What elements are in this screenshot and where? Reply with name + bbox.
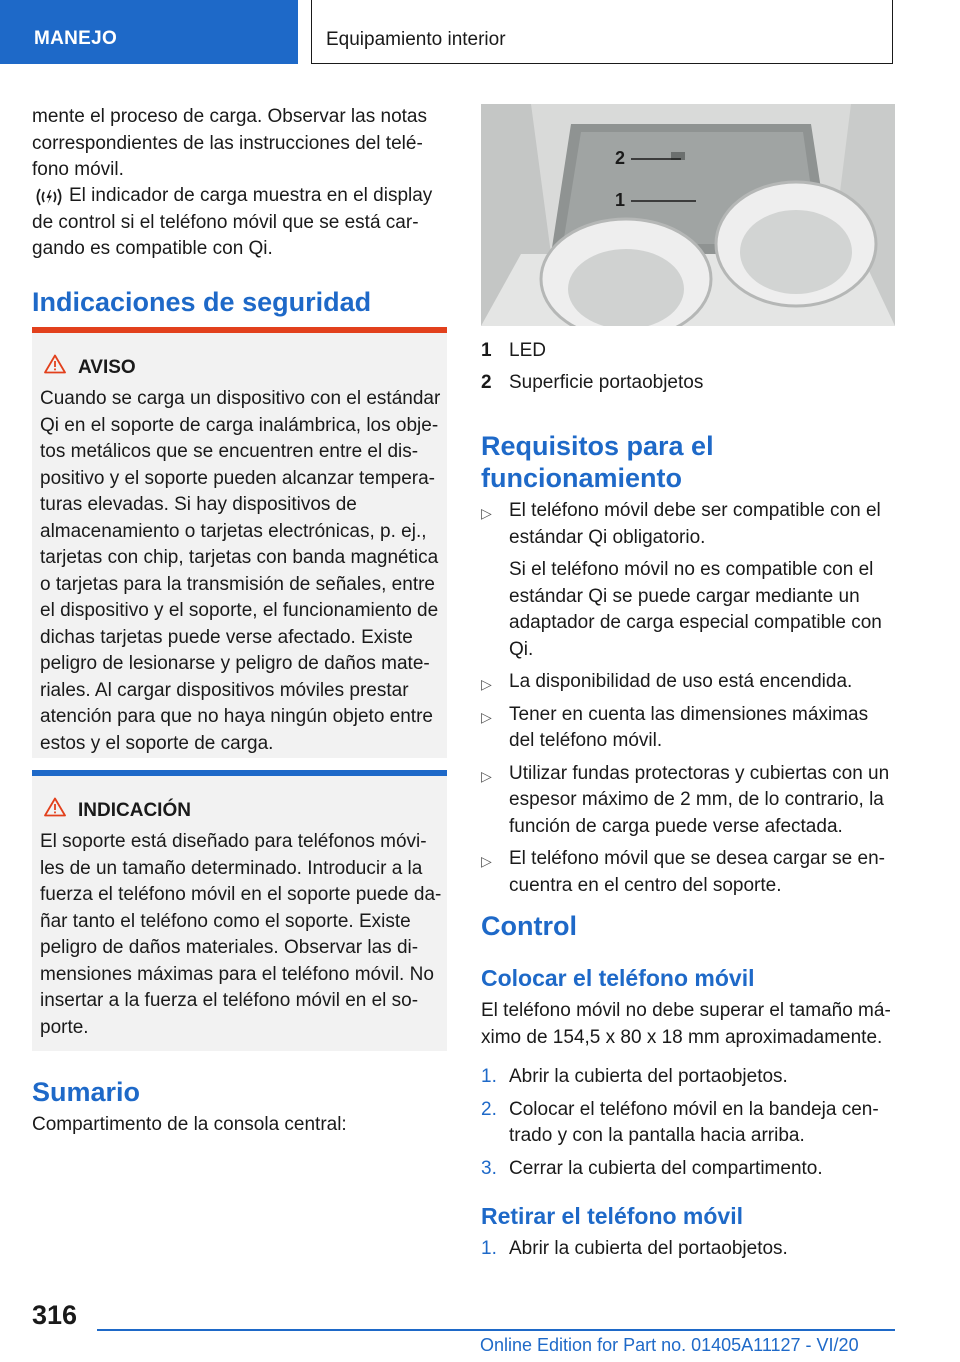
text-line: La disponibilidad de uso está encendida. bbox=[509, 671, 853, 692]
photo-callout-1: 1 bbox=[615, 190, 626, 210]
intro-paragraph bbox=[32, 104, 452, 184]
text-line: positivo y el soporte pueden alcanzar tempera- bbox=[40, 467, 436, 489]
retirar-steps bbox=[481, 1236, 901, 1263]
console-photo bbox=[481, 104, 895, 326]
heading-line: Requisitos para el bbox=[481, 431, 714, 461]
step-number: 3. bbox=[481, 1157, 497, 1179]
text-line: peligro de daños materiales. Observar las di- bbox=[40, 937, 419, 958]
requisitos-list bbox=[481, 498, 901, 899]
text-line: El indicador de carga muestra en el display bbox=[69, 185, 433, 206]
warning-triangle-icon bbox=[44, 354, 66, 379]
requisitos-heading bbox=[481, 430, 901, 494]
text-line: fuerza el teléfono móvil en el soporte puede da- bbox=[40, 884, 442, 905]
text-line: gando es compatible con Qi. bbox=[32, 238, 273, 259]
step-item bbox=[481, 1156, 901, 1183]
aviso-title: AVISO bbox=[78, 357, 136, 378]
text-line: tos metálicos que se encuentren entre el dis- bbox=[40, 441, 419, 462]
text-line: estándar Qi obligatorio. bbox=[509, 526, 706, 548]
list-item bbox=[481, 846, 901, 899]
step-number: 1. bbox=[481, 1066, 497, 1087]
colocar-text bbox=[481, 998, 901, 1051]
footer-edition: Online Edition for Part no. 01405A11127 - VI/20 bbox=[480, 1335, 859, 1355]
legend-item bbox=[481, 338, 891, 370]
text-line: peligro de lesionarse y peligro de daños mate- bbox=[40, 653, 430, 674]
legend-label: LED bbox=[509, 340, 546, 361]
text-line: porte. bbox=[40, 1016, 89, 1038]
text-line: espesor máximo de 2 mm, de lo contrario, la bbox=[509, 789, 884, 810]
text-line: de control si el teléfono móvil que se está car- bbox=[32, 211, 419, 233]
text-line: adaptador de carga especial compatible con bbox=[509, 612, 882, 633]
notice-triangle-icon bbox=[44, 797, 66, 822]
photo-legend bbox=[481, 338, 891, 402]
legend-number: 1 bbox=[481, 340, 492, 361]
step-item bbox=[481, 1064, 901, 1091]
legend-item bbox=[481, 370, 891, 402]
text-line: cuentra en el centro del soporte. bbox=[509, 874, 782, 896]
text-line: o tarjetas para la transmisión de señales, entre bbox=[40, 573, 435, 595]
text-line: El teléfono móvil que se desea cargar se en- bbox=[509, 848, 885, 869]
legend-number: 2 bbox=[481, 372, 492, 393]
heading-line: funcionamiento bbox=[481, 463, 682, 493]
bullet-triangle-icon: ▷ bbox=[481, 676, 492, 692]
text-line: el dispositivo y el soporte, el funcionamiento de bbox=[40, 600, 439, 621]
header-title: Equipamiento interior bbox=[326, 29, 506, 50]
text-line: riales. Al cargar dispositivos móviles prestar bbox=[40, 679, 409, 701]
text-line: estándar Qi se puede cargar mediante un bbox=[509, 585, 860, 607]
colocar-heading: Colocar el teléfono móvil bbox=[481, 965, 755, 991]
indicator-paragraph bbox=[32, 183, 452, 263]
page-number: 316 bbox=[32, 1300, 78, 1330]
legend-label: Superficie portaobjetos bbox=[509, 372, 704, 393]
step-number: 1. bbox=[481, 1238, 497, 1259]
text-line: ximo de 154,5 x 80 x 18 mm aproximadamente. bbox=[481, 1026, 883, 1048]
text-line: ñar tanto el teléfono como el soporte. Existe bbox=[40, 910, 411, 932]
text-line: insertar a la fuerza el teléfono móvil en el so- bbox=[40, 990, 419, 1011]
list-item bbox=[481, 702, 901, 755]
text-line: fono móvil. bbox=[32, 159, 124, 180]
text-line: Qi. bbox=[509, 638, 534, 660]
step-item bbox=[481, 1097, 901, 1150]
sumario-heading: Sumario bbox=[32, 1077, 141, 1107]
retirar-heading: Retirar el teléfono móvil bbox=[481, 1203, 744, 1229]
bullet-triangle-icon: ▷ bbox=[481, 853, 492, 869]
photo-callout-2: 2 bbox=[615, 148, 626, 168]
list-item bbox=[481, 669, 901, 696]
text-line: El teléfono móvil debe ser compatible con el bbox=[509, 500, 881, 521]
indicacion-text bbox=[40, 829, 450, 1041]
step-number: 2. bbox=[481, 1098, 497, 1120]
text-line: tarjetas con chip, tarjetas con banda magnética bbox=[40, 547, 439, 568]
list-item bbox=[481, 498, 901, 663]
text-line: Tener en cuenta las dimensiones máximas bbox=[509, 703, 869, 725]
colocar-steps bbox=[481, 1064, 901, 1182]
text-line: turas elevadas. Si hay dispositivos de bbox=[40, 494, 357, 515]
text-line: estos y el soporte de carga. bbox=[40, 732, 274, 754]
bullet-triangle-icon: ▷ bbox=[481, 505, 492, 521]
text-line: mensiones máximas para el teléfono móvil. No bbox=[40, 963, 434, 985]
text-line: Colocar el teléfono móvil en la bandeja cen- bbox=[509, 1098, 879, 1120]
step-item bbox=[481, 1236, 901, 1263]
text-line: dichas tarjetas puede verse afectado. Existe bbox=[40, 626, 413, 648]
header-section-label: MANEJO bbox=[34, 28, 118, 49]
text-line: Si el teléfono móvil no es compatible con el bbox=[509, 559, 874, 580]
bullet-triangle-icon: ▷ bbox=[481, 767, 492, 784]
indicacion-title: INDICACIÓN bbox=[78, 800, 191, 821]
text-line: trado y con la pantalla hacia arriba. bbox=[509, 1125, 805, 1146]
control-heading: Control bbox=[481, 911, 577, 941]
text-line: correspondientes de las instrucciones del telé- bbox=[32, 132, 423, 154]
text-line: atención para que no haya ningún objeto entre bbox=[40, 706, 433, 727]
text-line: les de un tamaño determinado. Introducir a la bbox=[40, 857, 423, 879]
text-line: El soporte está diseñado para teléfonos móvi- bbox=[40, 831, 427, 852]
text-line: función de carga puede verse afectada. bbox=[509, 815, 843, 837]
text-line: del teléfono móvil. bbox=[509, 730, 663, 751]
footer-rule bbox=[97, 1329, 895, 1331]
aviso-text bbox=[40, 386, 450, 757]
text-line: Abrir la cubierta del portaobjetos. bbox=[509, 1238, 788, 1259]
text-line: Qi en el soporte de carga inalámbrica, los obje- bbox=[40, 414, 439, 436]
text-line: Utilizar fundas protectoras y cubiertas con un bbox=[509, 762, 890, 784]
text-line: almacenamiento o tarjetas electrónicas, p. ej., bbox=[40, 520, 427, 542]
text-line: Cuando se carga un dispositivo con el estándar bbox=[40, 388, 441, 409]
text-line: Cerrar la cubierta del compartimento. bbox=[509, 1157, 823, 1179]
sub-paragraph bbox=[509, 557, 901, 663]
sumario-text: Compartimento de la consola central: bbox=[32, 1114, 347, 1135]
bullet-triangle-icon: ▷ bbox=[481, 708, 492, 725]
safety-heading: Indicaciones de seguridad bbox=[32, 287, 372, 317]
text-line: mente el proceso de carga. Observar las notas bbox=[32, 106, 427, 127]
text-line: Abrir la cubierta del portaobjetos. bbox=[509, 1066, 788, 1087]
text-line: El teléfono móvil no debe superar el tamaño má- bbox=[481, 1000, 891, 1021]
list-item bbox=[481, 761, 901, 841]
